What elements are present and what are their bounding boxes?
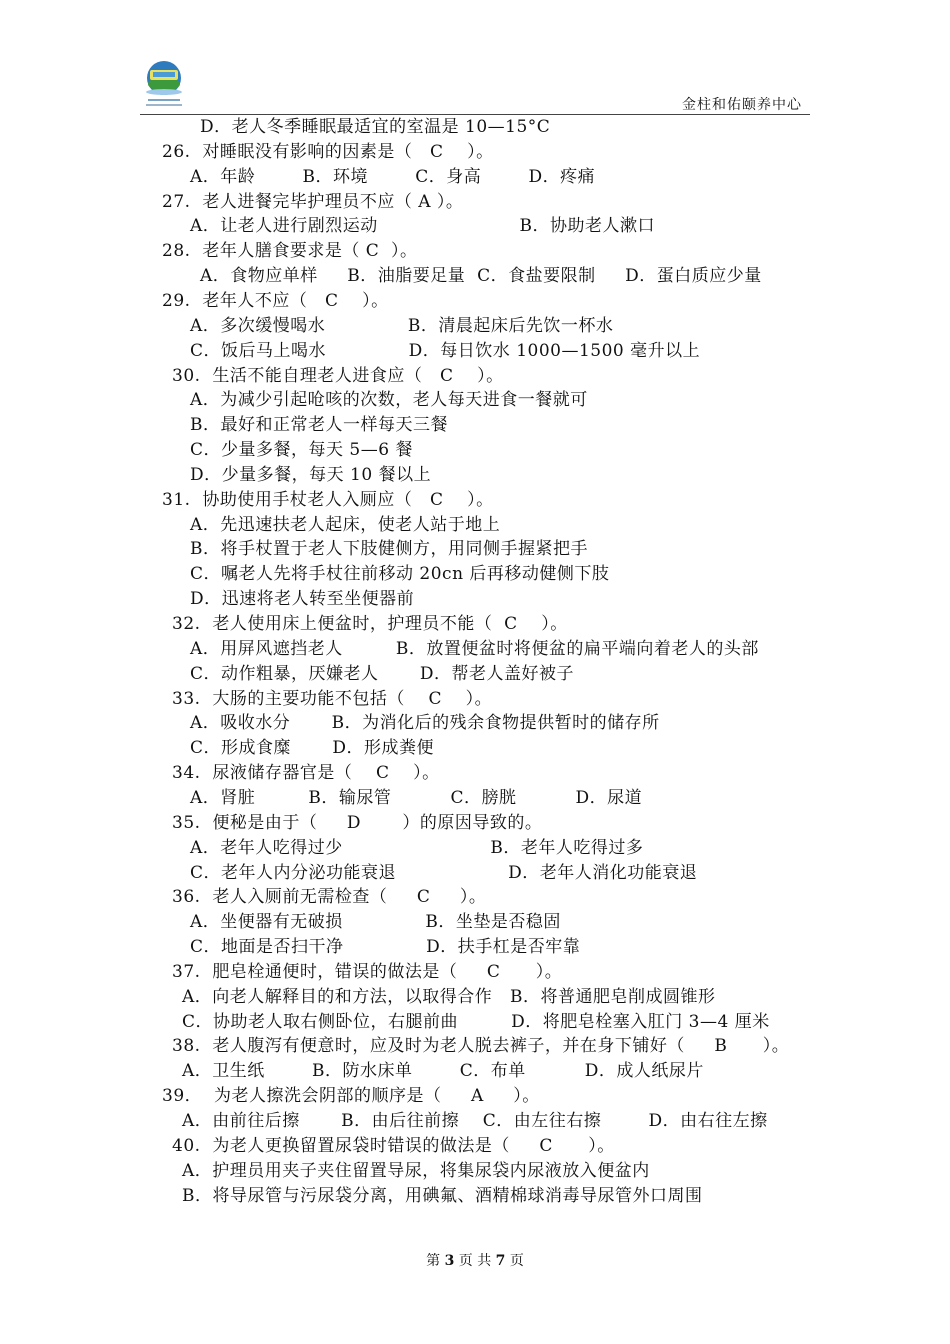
- text-line: C．地面是否扫干净 D．扶手杠是否牢靠: [190, 937, 581, 958]
- text-line: A．护理员用夹子夹住留置导尿，将集尿袋内尿液放入便盆内: [182, 1160, 650, 1181]
- text-line: C．形成食糜 D．形成粪便: [190, 738, 434, 759]
- text-line: 37. 肥皂栓通便时，错误的做法是（ C ）。: [172, 961, 563, 982]
- text-line: A．多次缓慢喝水 B．清晨起床后先饮一杯水: [190, 315, 614, 336]
- text-line: A．让老人进行剧烈运动 B．协助老人漱口: [190, 216, 655, 237]
- text-line: 32. 老人使用床上便盆时，护理员不能（ C ）。: [172, 614, 568, 634]
- text-line: A．年龄 B．环境 C．身高 D．疼痛: [190, 166, 596, 187]
- text-line: A．卫生纸 B．防水床单 C．布单 D．成人纸尿片: [182, 1061, 704, 1082]
- text-line: C．老年人内分泌功能衰退 D．老年人消化功能衰退: [190, 862, 698, 883]
- text-line: 31. 协助使用手杖老人入厕应（ C ）。: [162, 489, 494, 510]
- text-line: A．肾脏 B．输尿管 C．膀胱 D．尿道: [190, 787, 643, 808]
- text-line: B．将手杖置于老人下肢健侧方，用同侧手握紧把手: [190, 539, 588, 560]
- text-line: A．为减少引起呛咳的次数，老人每天进食一餐就可: [190, 390, 588, 411]
- text-line: 35. 便秘是由于（ D ）的原因导致的。: [172, 812, 543, 833]
- text-line: 36. 老人入厕前无需检查（ C ）。: [172, 887, 487, 908]
- text-line: C．动作粗暴，厌嫌老人 D．帮老人盖好被子: [190, 663, 574, 684]
- footer-middle: 页 共: [458, 1253, 492, 1269]
- text-line: C．嘱老人先将手杖往前移动 20cn 后再移动健侧下肢: [190, 564, 610, 585]
- footer-total-pages: 7: [495, 1253, 506, 1269]
- text-line: 39． 为老人擦洗会阴部的顺序是（ A ）。: [162, 1086, 540, 1107]
- text-line: A．吸收水分 B．为消化后的残余食物提供暂时的储存所: [190, 713, 660, 734]
- text-line: C．少量多餐，每天 5—6 餐: [190, 440, 413, 461]
- text-line: B．最好和正常老人一样每天三餐: [190, 415, 448, 436]
- text-line: 33. 大肠的主要功能不包括（ C ）。: [172, 688, 493, 709]
- text-line: A．先迅速扶老人起床，使老人站于地上: [190, 514, 501, 535]
- footer-suffix: 页: [509, 1253, 524, 1269]
- text-line: 26. 对睡眠没有影响的因素是（ C ）。: [162, 141, 494, 162]
- text-line: A．坐便器有无破损 B．坐垫是否稳固: [190, 912, 561, 933]
- text-line: 29. 老年人不应（ C ）。: [162, 290, 389, 311]
- text-line: A．由前往后擦 B．由后往前擦 C．由左往右擦 D．由右往左擦: [182, 1111, 768, 1131]
- text-line: 38. 老人腹泻有便意时，应及时为老人脱去裤子，并在身下铺好（ B ）。: [172, 1036, 790, 1057]
- text-line: 34. 尿液储存器官是（ C ）。: [172, 763, 440, 784]
- text-line: C．饭后马上喝水 D．每日饮水 1000—1500 毫升以上: [190, 340, 701, 361]
- header-organization: 金柱和佑颐养中心: [682, 97, 802, 113]
- text-line: A．食物应单样 B．油脂要足量 C．食盐要限制 D．蛋白质应少量: [200, 266, 762, 287]
- page-footer: [0, 1250, 950, 1270]
- text-line: A．向老人解释目的和方法，以取得合作 B．将普通肥皂削成圆锥形: [182, 986, 716, 1007]
- text-line: C．协助老人取右侧卧位，右腿前曲 D．将肥皂栓塞入肛门 3—4 厘米: [182, 1011, 770, 1032]
- text-line: 30. 生活不能自理老人进食应（ C ）。: [172, 365, 504, 386]
- text-line: 40. 为老人更换留置尿袋时错误的做法是（ C ）。: [172, 1135, 615, 1156]
- organization-logo: [140, 58, 188, 112]
- text-line: A．老年人吃得过少 B．老年人吃得过多: [190, 837, 644, 858]
- text-line: D．迅速将老人转至坐便器前: [190, 589, 415, 610]
- footer-prefix: 第: [426, 1253, 441, 1269]
- footer-current-page: 3: [444, 1253, 455, 1269]
- text-line: D．少量多餐，每天 10 餐以上: [190, 464, 432, 485]
- text-line: 27. 老人进餐完毕护理员不应（ A ）。: [162, 191, 464, 212]
- text-line: D．老人冬季睡眠最适宜的室温是 10—15°C: [200, 117, 551, 137]
- text-line: B．将导尿管与污尿袋分离，用碘氟、酒精棉球消毒导尿管外口周围: [182, 1185, 703, 1206]
- text-line: 28. 老年人膳食要求是（ C ）。: [162, 241, 418, 262]
- text-line: A．用屏风遮挡老人 B．放置便盆时将便盆的扁平端向着老人的头部: [190, 638, 759, 659]
